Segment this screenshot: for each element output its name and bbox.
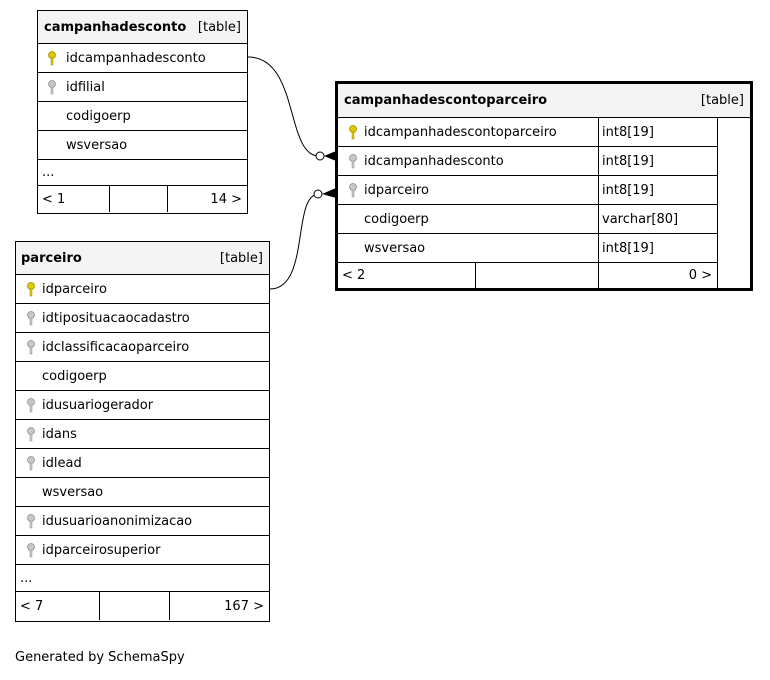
table-footer (16, 592, 269, 620)
column-name: wsversao (364, 240, 426, 256)
column-name: codigoerp (66, 108, 131, 124)
primary-key-icon (46, 50, 58, 66)
relationship-arrow (322, 188, 336, 198)
column-row (38, 73, 247, 102)
column-name: idlead (42, 455, 82, 471)
table-name: campanhadescontoparceiro (344, 93, 548, 108)
column-row (338, 205, 718, 234)
column-name: idusuariogerador (42, 397, 154, 413)
column-name: idusuarioanonimizacao (42, 513, 193, 529)
ellipsis-row (38, 160, 247, 186)
foreign-key-icon (46, 79, 58, 95)
foreign-key-icon (347, 153, 359, 169)
column-row (16, 362, 269, 391)
column-name: idcampanhadesconto (66, 50, 206, 66)
column-name: idparceirosuperior (42, 542, 161, 558)
relationship-campanhadesconto (248, 57, 320, 156)
ellipsis: ... (20, 570, 33, 586)
foreign-key-icon (25, 310, 37, 326)
children-count[interactable]: 167 > (224, 598, 264, 614)
table-kind: [table] (219, 250, 263, 266)
parents-count[interactable]: < 7 (16, 592, 100, 620)
column-name: idcampanhadescontoparceiro (364, 124, 557, 140)
table-kind: [table] (700, 93, 744, 108)
column-name: idcampanhadesconto (364, 153, 504, 169)
foreign-key-icon (25, 426, 37, 442)
column-row (338, 176, 718, 205)
table-campanhadescontoparceiro[interactable] (335, 81, 753, 291)
column-row (338, 147, 718, 176)
column-row (38, 44, 247, 73)
column-row (338, 234, 718, 263)
parents-count[interactable]: < 2 (338, 263, 476, 288)
table-header (338, 84, 750, 118)
column-name: codigoerp (42, 368, 107, 384)
table-parceiro[interactable] (15, 241, 270, 622)
relationship-parceiro (270, 194, 318, 289)
column-name: wsversao (66, 137, 128, 153)
ellipsis: ... (42, 165, 55, 180)
column-row (38, 131, 247, 160)
column-name: idparceiro (364, 182, 429, 198)
ellipsis-row (16, 565, 269, 592)
foreign-key-icon (347, 182, 359, 198)
column-row (16, 420, 269, 449)
generated-by-label: Generated by SchemaSpy (15, 650, 185, 665)
column-row (338, 118, 718, 147)
column-row (16, 304, 269, 333)
column-name: idans (42, 426, 77, 442)
column-name: idtiposituacaocadastro (42, 310, 190, 326)
column-name: codigoerp (364, 211, 429, 227)
parents-count[interactable]: < 1 (38, 186, 110, 212)
foreign-key-icon (25, 513, 37, 529)
column-row (16, 536, 269, 565)
table-campanhadesconto[interactable] (37, 10, 248, 214)
relationship-end-circle (316, 152, 324, 160)
table-header (38, 11, 247, 44)
column-name: idparceiro (42, 281, 107, 297)
foreign-key-icon (25, 542, 37, 558)
table-name: campanhadesconto (44, 19, 187, 35)
primary-key-icon (25, 281, 37, 297)
column-row (16, 507, 269, 536)
table-footer (38, 186, 247, 212)
table-header (16, 242, 269, 275)
column-row (16, 333, 269, 362)
primary-key-icon (347, 124, 359, 140)
column-type: int8[19] (598, 176, 718, 204)
column-row (38, 102, 247, 131)
column-name: idfilial (66, 79, 105, 95)
column-row (16, 391, 269, 420)
foreign-key-icon (25, 339, 37, 355)
relationship-end-circle (314, 190, 322, 198)
table-footer (338, 263, 718, 289)
table-kind: [table] (197, 19, 241, 35)
children-count[interactable]: 0 > (688, 268, 712, 283)
foreign-key-icon (25, 397, 37, 413)
column-row (16, 275, 269, 304)
column-type: int8[19] (598, 147, 718, 175)
foreign-key-icon (25, 455, 37, 471)
column-row (16, 478, 269, 507)
column-type: varchar[80] (598, 205, 718, 233)
column-name: idclassificacaoparceiro (42, 339, 190, 355)
column-name: wsversao (42, 484, 104, 500)
column-type: int8[19] (598, 234, 718, 262)
children-count[interactable]: 14 > (210, 191, 242, 207)
table-name: parceiro (21, 250, 82, 266)
column-row (16, 449, 269, 478)
column-type: int8[19] (598, 118, 718, 146)
